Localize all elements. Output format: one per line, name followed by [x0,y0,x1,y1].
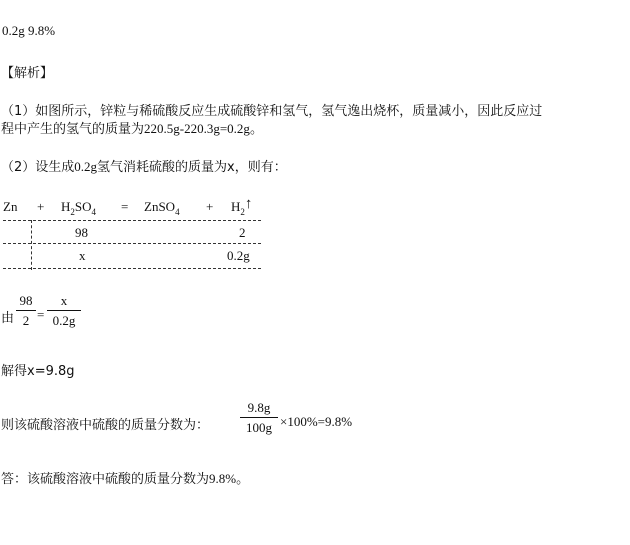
reactant-h2so4: $H_2SO_4$ [61,199,97,217]
gas-arrow-icon: ↑ [244,196,253,212]
fraction-line-suffix: ×100%=9.8% [280,414,353,429]
fraction-line-prefix: 则该硫酸溶液中硫酸的质量分数为： [1,418,210,433]
part1-line1: （1）如图所示，锌粒与稀硫酸反应生成硫酸锌和氢气，氢气逸出烧杯，质量减小，因此反应过 [1,104,543,119]
plus-sign-2: + [206,199,214,214]
part1-line2-prefix: 程中产生的氢气的质量为 [1,122,145,137]
part1-line2-suffix: 。 [249,122,263,137]
product-znso4: ZnSO$_4$ [144,199,180,217]
proportion-equals: = [37,307,45,322]
reactant-zn: Zn [3,199,18,214]
unknown-h2so4: x [79,248,86,263]
divider-line-3 [3,268,261,269]
divider-line-1 [3,220,261,221]
part2-intro-suffix: 氢气消耗硫酸的质量为x，则有： [97,160,287,175]
ratio-h2so4: 98 [75,225,88,240]
part1-line2-calc: 220.5g-220.3g=0.2g [144,121,250,136]
proportion-prefix: 由 [1,311,15,326]
solve-line: 解得x=9.8g [1,364,75,379]
final-answer: 答：该硫酸溶液中硫酸的质量分数为9.8%。 [1,471,250,487]
fraction-line-fraction: 9.8g 100g [240,400,278,436]
part1-line2 [1,118,263,137]
part2-intro-value: 0.2g [74,159,98,174]
analysis-heading: 【解析】 [1,66,54,81]
ratio-h2: 2 [239,225,246,240]
part2-intro-prefix: （2）设生成 [1,160,75,175]
proportion-fraction-1: 98 2 [16,293,36,329]
plus-sign-1: + [37,199,45,214]
divider-line-2 [3,243,261,244]
answer-line: 0.2g 9.8% [2,23,56,38]
equals-sign: = [121,199,129,214]
product-h2: $H_2↑$ [231,196,253,217]
known-h2: 0.2g [227,248,250,263]
divider-vertical [31,220,32,270]
part2-intro [1,156,287,175]
proportion-fraction-2: x 0.2g [47,293,81,329]
reaction-table [3,196,261,270]
